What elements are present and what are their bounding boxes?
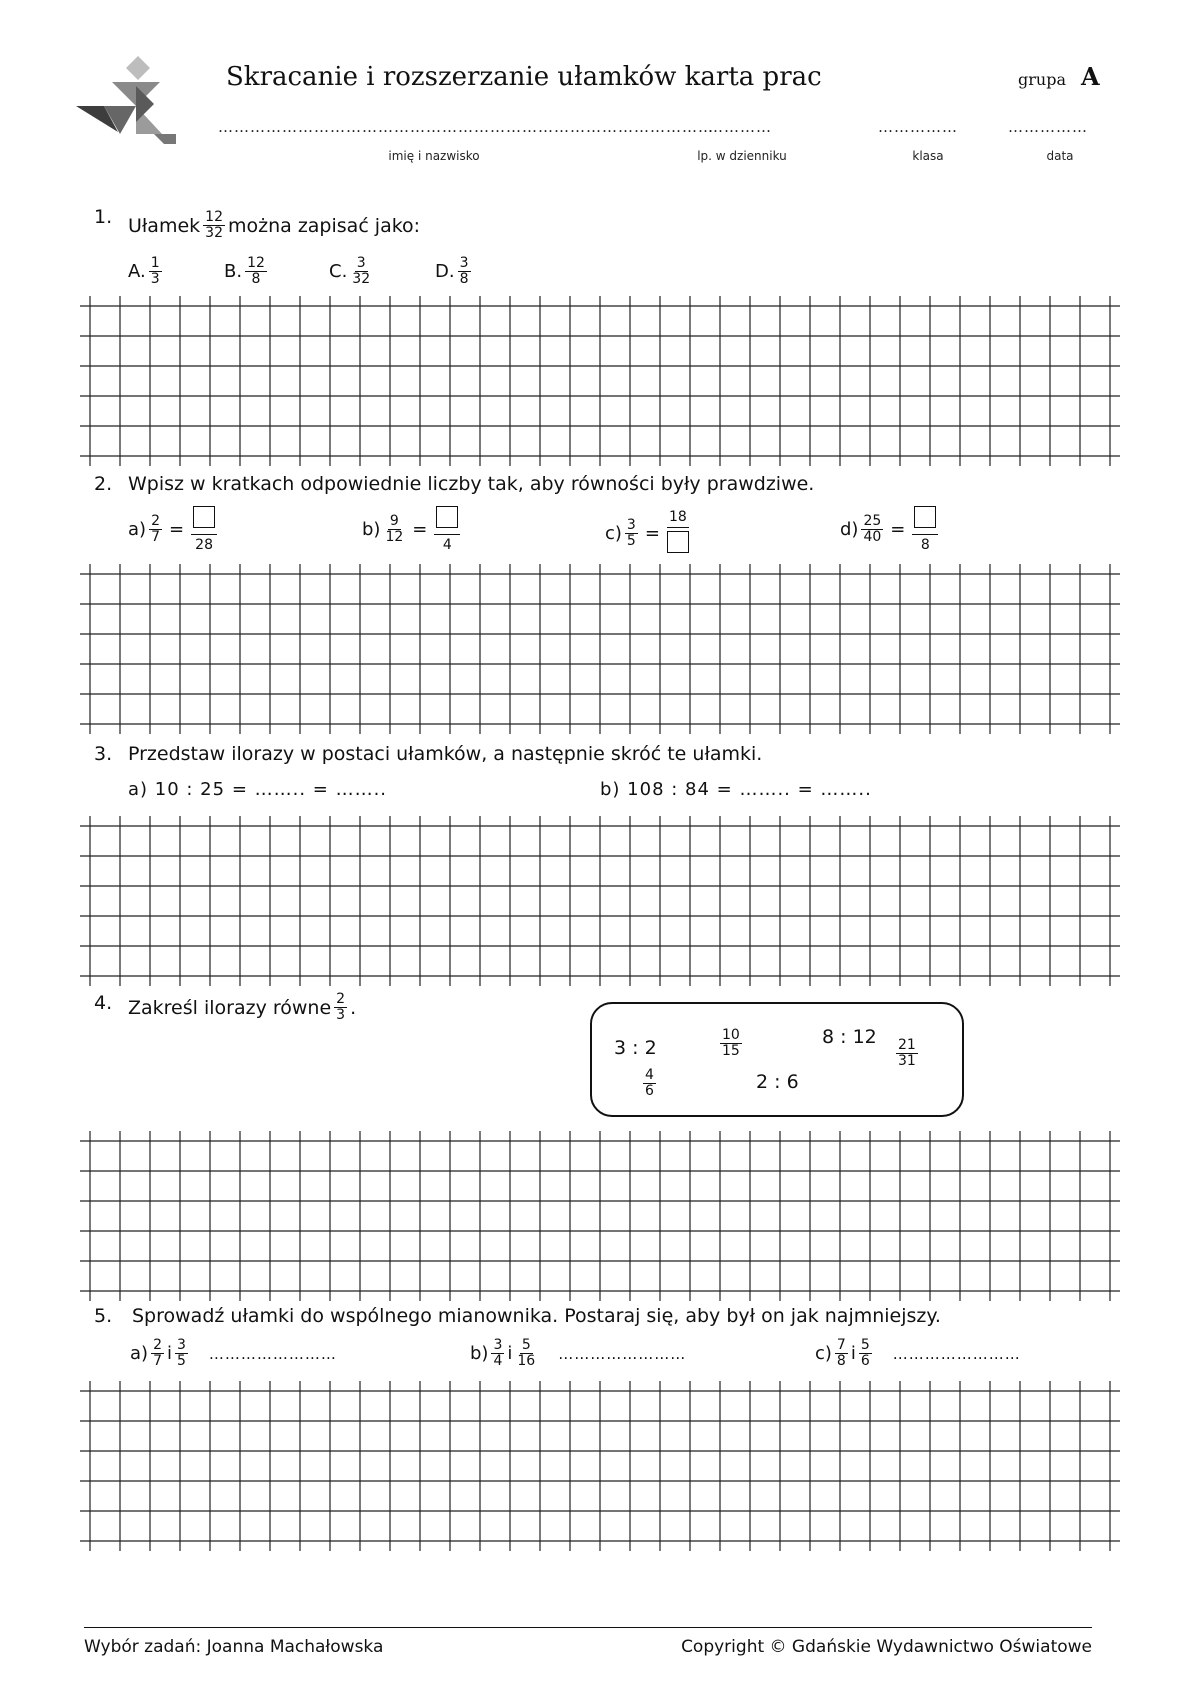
date-field-label: data	[1046, 149, 1074, 163]
denominator: 32	[352, 271, 371, 287]
question-number: 1.	[94, 206, 113, 228]
q1-text-after: można zapisać jako:	[227, 214, 421, 237]
number-field-label: lp. w dzienniku	[697, 149, 787, 163]
numerator: 1	[150, 255, 160, 271]
numerator: 18	[667, 510, 689, 528]
question-3-text: Przedstaw ilorazy w postaci ułamków, a następnie skróć te ułamki.	[128, 743, 763, 765]
equation-b	[362, 506, 463, 553]
denominator: 8	[836, 1353, 846, 1369]
question-1-text	[128, 210, 420, 241]
denominator: 32	[205, 225, 223, 241]
numerator: 7	[836, 1337, 846, 1353]
q4-text-before: Zakreśl ilorazy równe	[128, 996, 332, 1019]
quotient-item[interactable]: 3 : 2	[614, 1037, 657, 1059]
answer-box[interactable]	[436, 506, 458, 528]
denominator: 4	[442, 537, 452, 553]
equals-sign: =	[168, 519, 185, 540]
question-number: 2.	[94, 473, 113, 495]
numerator: 5	[521, 1337, 531, 1353]
question-number: 3.	[94, 743, 113, 765]
quotient-item[interactable]: 8 : 12	[822, 1026, 877, 1048]
page-title: Skracanie i rozszerzanie ułamków karta prac	[226, 62, 822, 92]
fraction-pair-a	[130, 1338, 337, 1369]
answer-grid[interactable]	[80, 1131, 1120, 1305]
fraction-pair-b	[470, 1338, 686, 1369]
logo-piece	[126, 56, 150, 80]
option-c[interactable]	[329, 256, 375, 287]
fraction-pair-c	[815, 1338, 1021, 1369]
question-4-text	[128, 992, 356, 1023]
denominator: 16	[517, 1353, 536, 1369]
class-field-label: klasa	[912, 149, 944, 163]
date-field-dots[interactable]: ……………	[1008, 118, 1088, 136]
item-label: b)	[362, 519, 381, 540]
denominator: 8	[920, 537, 930, 553]
denominator: 4	[493, 1353, 503, 1369]
footer-copyright: Copyright © Gdańskie Wydawnictwo Oświatowe	[681, 1637, 1092, 1657]
numerator: 3	[459, 255, 469, 271]
denominator: 5	[177, 1353, 186, 1369]
q1-text-before: Ułamek	[128, 214, 201, 237]
q4-text-after: .	[350, 996, 357, 1019]
answer-line[interactable]: ……………………	[558, 1344, 687, 1363]
equation-a	[128, 506, 220, 553]
item-label: c)	[605, 523, 622, 544]
item-label: b)	[470, 1343, 489, 1364]
answer-box[interactable]	[914, 506, 936, 528]
quotient-a[interactable]: a) 10 : 25 = …….. = ……..	[128, 779, 388, 800]
numerator: 10	[722, 1027, 740, 1043]
option-label: B.	[224, 261, 243, 282]
grid-lines	[80, 1131, 1120, 1301]
numerator: 3	[493, 1337, 503, 1353]
item-label: a)	[130, 1343, 149, 1364]
denominator: 3	[336, 1007, 346, 1023]
numerator: 2	[153, 1337, 162, 1353]
question-5-text: Sprowadź ułamki do wspólnego mianownika. Postaraj się, aby był on jak najmniejszy.	[132, 1305, 941, 1327]
quotient-item[interactable]	[893, 1038, 921, 1069]
item-label: a)	[128, 519, 147, 540]
equals-sign: =	[890, 519, 906, 540]
numerator: 12	[247, 255, 265, 271]
numerator: 5	[860, 1337, 870, 1353]
equation-d	[840, 506, 941, 553]
quotient-item[interactable]	[640, 1068, 659, 1099]
denominator: 8	[251, 271, 261, 287]
option-label: D.	[435, 261, 455, 282]
numerator: 21	[898, 1037, 916, 1053]
denominator: 31	[898, 1053, 916, 1069]
grid-lines	[80, 816, 1120, 986]
denominator: 5	[626, 533, 636, 549]
question-2-text: Wpisz w kratkach odpowiednie liczby tak, aby równości były prawdziwe.	[128, 473, 815, 495]
answer-line[interactable]: ……………………	[208, 1344, 337, 1363]
numerator: 2	[151, 513, 160, 529]
denominator: 15	[722, 1043, 740, 1059]
grid-lines	[80, 1381, 1120, 1551]
equals-sign: =	[412, 519, 428, 540]
group-label: grupa	[1018, 70, 1066, 89]
name-field-label: imię i nazwisko	[388, 149, 480, 163]
answer-grid[interactable]	[80, 816, 1120, 990]
option-label: A.	[128, 261, 146, 282]
answer-box[interactable]	[193, 506, 215, 528]
numerator: 4	[645, 1067, 654, 1083]
denominator: 12	[385, 529, 404, 545]
option-label: C.	[329, 261, 348, 282]
conjunction: i	[166, 1343, 172, 1364]
grid-lines	[80, 564, 1120, 734]
quotient-item[interactable]	[717, 1028, 745, 1059]
denominator: 40	[863, 529, 882, 545]
conjunction: i	[507, 1343, 513, 1364]
numerator: 25	[863, 513, 882, 529]
answer-box[interactable]	[667, 531, 689, 553]
grid-lines	[80, 296, 1120, 466]
question-number: 5.	[94, 1305, 113, 1327]
item-label: d)	[840, 519, 859, 540]
answer-grid[interactable]	[80, 296, 1120, 470]
numerator: 3	[177, 1337, 186, 1353]
quotient-b[interactable]: b) 108 : 84 = …….. = ……..	[600, 779, 872, 800]
numerator: 2	[336, 991, 346, 1007]
denominator: 28	[195, 537, 213, 553]
numerator: 3	[626, 517, 636, 533]
option-b[interactable]	[224, 256, 270, 287]
class-field-dots[interactable]: ……………	[878, 118, 958, 136]
quotient-item[interactable]: 2 : 6	[756, 1071, 799, 1093]
option-a[interactable]	[128, 256, 165, 287]
denominator: 8	[459, 271, 469, 287]
denominator: 3	[150, 271, 160, 287]
group-value: A	[1081, 62, 1100, 91]
denominator: 7	[153, 1353, 162, 1369]
option-d[interactable]	[435, 256, 474, 287]
footer-author: Wybór zadań: Joanna Machałowska	[84, 1637, 384, 1657]
logo	[76, 56, 182, 146]
equation-c	[605, 510, 692, 557]
answer-grid[interactable]	[80, 564, 1120, 738]
fraction	[203, 210, 225, 241]
denominator: 6	[645, 1083, 654, 1099]
equals-sign: =	[644, 523, 660, 544]
numerator: 9	[389, 513, 399, 529]
numerator: 12	[205, 209, 223, 225]
logo-piece	[154, 134, 176, 144]
question-number: 4.	[94, 992, 113, 1014]
number-field-dots[interactable]: …………	[708, 118, 772, 136]
name-field-dots[interactable]: …………………………………………………………………………………	[218, 118, 714, 136]
numerator: 3	[356, 255, 366, 271]
denominator: 7	[151, 529, 160, 545]
answer-grid[interactable]	[80, 1381, 1120, 1555]
answer-line[interactable]: ……………………	[892, 1344, 1021, 1363]
conjunction: i	[850, 1343, 856, 1364]
footer-divider	[84, 1627, 1092, 1628]
item-label: c)	[815, 1343, 832, 1364]
denominator: 6	[860, 1353, 870, 1369]
